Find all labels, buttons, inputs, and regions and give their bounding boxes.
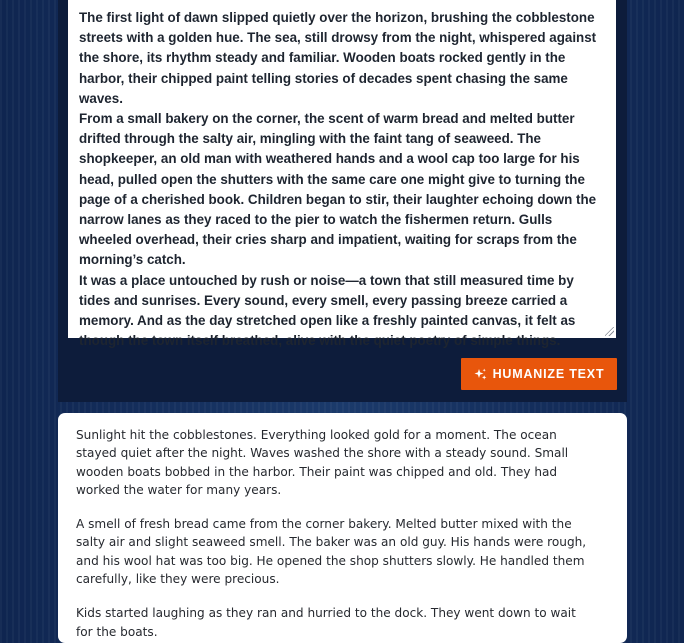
output-paragraph: Kids started laughing as they ran and hurried to the dock. They went down to wait for the boats. [76,606,576,639]
input-text[interactable] [79,8,607,351]
output-paragraph: A smell of fresh bread came from the corner bakery. Melted butter mixed with the salty air and slight seaweed smell. The baker was an old guy. His hands were rough, and his wool hat was too big. He opened the shop shutters slowly. He handled them carefully, like they were precious. [76,517,587,587]
resize-handle[interactable] [605,327,614,336]
sparkle-icon [474,368,487,381]
humanize-button-label: HUMANIZE TEXT [492,367,605,381]
input-paragraph: From a small bakery on the corner, the scent of warm bread and melted butter drifted through the salty air, mingling with the faint tang of seaweed. The shopkeeper, an old man with weathered hands and a wool cap too large for his head, pulled open the shutters with the same care one might give to turning the page of a cherished book. Children began to stir, their laughter echoing down the narrow lanes as they raced to the pier to watch the fishermen return. Gulls wheeled overhead, their cries sharp and impatient, waiting for scraps from the morning’s catch. [79,111,597,268]
editor-panel [58,0,627,402]
input-paragraph: It was a place untouched by rush or noise—a town that still measured time by tides and sunrises. Every sound, every smell, every passing breeze carried a memory. And as the day stretched open like a freshly painted canvas, it felt as though the town itself breathed, alive with the quiet poetry of simple things. [79,272,576,349]
humanize-text-button[interactable] [461,358,617,390]
output-text [76,426,596,643]
input-textarea[interactable] [68,0,616,349]
input-paragraph: The first light of dawn slipped quietly over the horizon, brushing the cobblestone streets with a golden hue. The sea, still drowsy from the night, whispered against the shore, its rhythm steady and familiar. Wooden boats rocked gently in the harbor, their chipped paint telling stories of decades spent chasing the same waves. [79,10,597,106]
output-paragraph: Sunlight hit the cobblestones. Everything looked gold for a moment. The ocean stayed quiet after the night. Waves washed the shore with a steady sound. Small wooden boats bobbed in the harbor. Their paint was chipped and old. They had worked the water for many years. [76,428,569,497]
output-card [58,413,627,643]
